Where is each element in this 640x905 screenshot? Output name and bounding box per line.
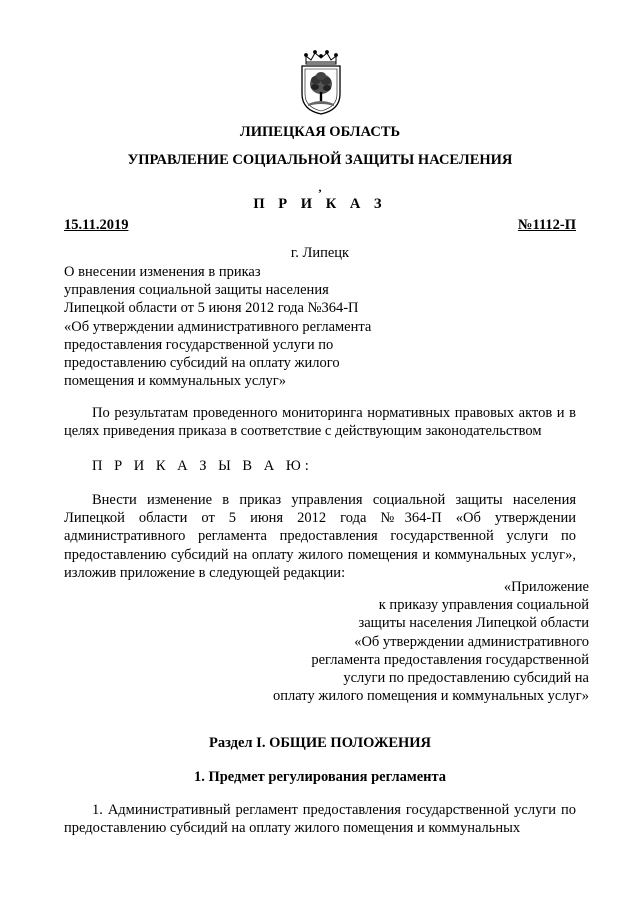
region-name: ЛИПЕЦКАЯ ОБЛАСТЬ [239, 124, 401, 140]
appendix-line: к приказу управления социальной [378, 597, 589, 614]
subsection-title: 1. Предмет регулирования регламента [193, 769, 447, 785]
subject-line: О внесении изменения в приказ [64, 264, 261, 280]
coat-of-arms-icon [298, 48, 344, 116]
appendix-line: защиты населения Липецкой области [358, 615, 589, 632]
appendix-line: услуги по предоставлению субсидий на [343, 670, 589, 687]
appendix-line: «Об утверждении административного [354, 633, 589, 650]
regulation-paragraph: 1. Административный регламент предоставления государственной услуги по предоставлению субсидий на оплату жилого помещения и коммунальных [64, 802, 576, 837]
order-date: 15.11.2019 [64, 217, 129, 233]
appendix-line: оплату жилого помещения и коммунальных услуг» [273, 688, 589, 705]
subject-line: предоставления государственной услуги по [64, 336, 334, 353]
preamble-paragraph: По результатам проведенного мониторинга нормативных правовых актов и в целях приведения приказа в соответствие с действующим законодательством [64, 405, 576, 440]
subject-line: «Об утверждении административного регламента [64, 318, 372, 335]
appendix-heading [273, 578, 589, 705]
section-title: Раздел I. ОБЩИЕ ПОЛОЖЕНИЯ [208, 735, 432, 751]
appendix-line: регламента предоставления государственной [311, 651, 589, 668]
order-subject [64, 263, 371, 390]
subject-line: помещения и коммунальных услуг» [64, 373, 286, 390]
city-name: г. Липецк [290, 245, 350, 261]
instruction-paragraph: Внести изменение в приказ управления социальной защиты населения Липецкой области от 5 июня 2012 года №364-П «Об утверждении административного регламента предоставления государственной услуги по предоставлению субсидий на оплату жилого помещения и коммунальных услуг», изложив приложение в следующей редакции: [64, 492, 576, 581]
order-word: П Р И К А З Ы В А Ю: [92, 458, 313, 474]
subject-line: предоставлению субсидий на оплату жилого [64, 355, 340, 372]
order-title: П Р И К А З [253, 196, 387, 212]
department-name: УПРАВЛЕНИЕ СОЦИАЛЬНОЙ ЗАЩИТЫ НАСЕЛЕНИЯ [127, 152, 513, 168]
subject-line: управления социальной защиты населения [64, 282, 329, 299]
order-number: №1112-П [517, 217, 576, 233]
subject-line: Липецкой области от 5 июня 2012 года №364-П [64, 300, 359, 317]
appendix-line: «Приложение [503, 579, 589, 595]
comma-mark: , [318, 180, 322, 194]
